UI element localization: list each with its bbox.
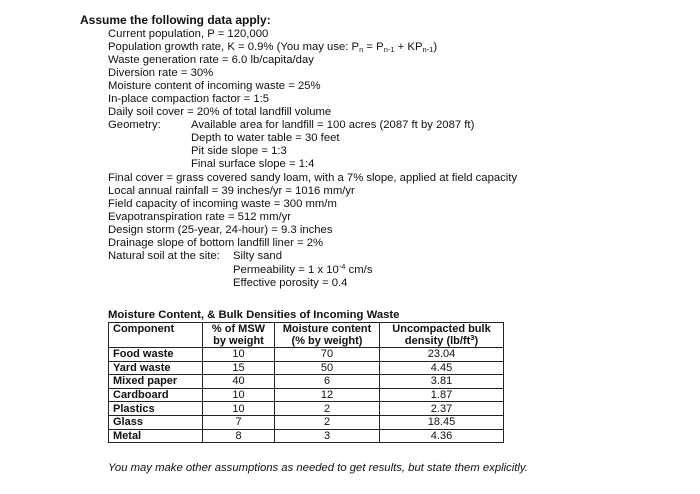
- porosity-line: Effective porosity = 0.4: [233, 277, 348, 289]
- cell-msw: 40: [203, 375, 275, 389]
- header-msw: % of MSW by weight: [203, 323, 275, 348]
- permeability-unit: cm/s: [345, 264, 373, 276]
- waste-generation-line: Waste generation rate = 6.0 lb/capita/day: [108, 54, 314, 66]
- cell-density: 2.37: [380, 402, 504, 416]
- table-row: [109, 402, 504, 416]
- cell-density: 4.45: [380, 361, 504, 375]
- subscript-n: n: [359, 45, 364, 54]
- header-density: Uncompacted bulk density $(lb/ft^3)$: [380, 323, 504, 348]
- cell-moisture: 2: [275, 402, 380, 416]
- cell-msw: 8: [203, 429, 275, 443]
- document-heading: Assume the following data apply:: [80, 13, 271, 27]
- subscript-n-minus-1: n-1: [383, 45, 395, 54]
- geometry-label: Geometry:: [108, 119, 161, 131]
- formula-equals: = P: [363, 41, 384, 53]
- drainage-line: Drainage slope of bottom landfill liner = 2%: [108, 237, 324, 249]
- geometry-final-line: Final surface slope = 1:4: [191, 158, 315, 170]
- subscript-n-minus-1-b: n-1: [422, 45, 434, 54]
- cell-moisture: 70: [275, 348, 380, 362]
- cell-msw: 10: [203, 348, 275, 362]
- table-header-row: [109, 323, 504, 348]
- cell-component: Glass: [109, 415, 203, 429]
- table-row: [109, 348, 504, 362]
- cell-density: 23.04: [380, 348, 504, 362]
- table-row: [109, 361, 504, 375]
- cell-component: Food waste: [109, 348, 203, 362]
- cell-component: Plastics: [109, 402, 203, 416]
- cell-moisture: 50: [275, 361, 380, 375]
- rainfall-line: Local annual rainfall = 39 inches/yr = 1016 mm/yr: [108, 185, 355, 197]
- cell-moisture: 2: [275, 415, 380, 429]
- soil-cover-line: Daily soil cover = 20% of total landfill volume: [108, 106, 332, 118]
- permeability-line: [233, 264, 372, 277]
- table-row: [109, 429, 504, 443]
- cell-density: 3.81: [380, 375, 504, 389]
- natural-soil-label: Natural soil at the site:: [108, 250, 220, 262]
- cell-msw: 7: [203, 415, 275, 429]
- permeability-text: Permeability = 1 x 10: [233, 264, 339, 276]
- geometry-pit-line: Pit side slope = 1:3: [191, 145, 287, 157]
- natural-soil-value: Silty sand: [233, 250, 282, 262]
- moisture-line: Moisture content of incoming waste = 25%: [108, 80, 321, 92]
- compaction-line: In-place compaction factor = 1:5: [108, 93, 270, 105]
- table-row: [109, 388, 504, 402]
- cell-moisture: 12: [275, 388, 380, 402]
- cell-density: 1.87: [380, 388, 504, 402]
- cell-msw: 15: [203, 361, 275, 375]
- formula-plus: + KP: [394, 41, 423, 53]
- header-component: Component: [109, 323, 203, 348]
- waste-properties-table: [108, 322, 504, 443]
- cell-density: 4.36: [380, 429, 504, 443]
- table-title: Moisture Content, & Bulk Densities of Incoming Waste: [108, 309, 400, 321]
- table-row: [109, 415, 504, 429]
- cell-density: 18.45: [380, 415, 504, 429]
- cell-moisture: 3: [275, 429, 380, 443]
- cell-msw: 10: [203, 402, 275, 416]
- header-moisture: Moisture content (% by weight): [275, 323, 380, 348]
- formula-close: ): [433, 41, 438, 53]
- cell-component: Metal: [109, 429, 203, 443]
- population-line: Current population, P = 120,000: [108, 28, 269, 40]
- cell-moisture: 6: [275, 375, 380, 389]
- diversion-line: Diversion rate = 30%: [108, 67, 214, 79]
- table-row: [109, 375, 504, 389]
- design-storm-line: Design storm (25-year, 24-hour) = 9.3 inches: [108, 224, 333, 236]
- growth-rate-line: [108, 41, 437, 54]
- growth-rate-text: Population growth rate, K = 0.9% (You may use: P: [108, 41, 360, 53]
- geometry-depth-line: Depth to water table = 30 feet: [191, 132, 340, 144]
- footer-note: You may make other assumptions as needed to get results, but state them explicitly.: [108, 462, 528, 474]
- final-cover-line: Final cover = grass covered sandy loam, with a 7% slope, applied at field capacity: [108, 172, 518, 184]
- evapotranspiration-line: Evapotranspiration rate = 512 mm/yr: [108, 211, 292, 223]
- cell-msw: 10: [203, 388, 275, 402]
- permeability-exponent: -4: [338, 262, 346, 271]
- cell-component: Mixed paper: [109, 375, 203, 389]
- geometry-area-line: Available area for landfill = 100 acres (2087 ft by 2087 ft): [191, 119, 475, 131]
- cell-component: Cardboard: [109, 388, 203, 402]
- cell-component: Yard waste: [109, 361, 203, 375]
- field-capacity-line: Field capacity of incoming waste = 300 mm/m: [108, 198, 337, 210]
